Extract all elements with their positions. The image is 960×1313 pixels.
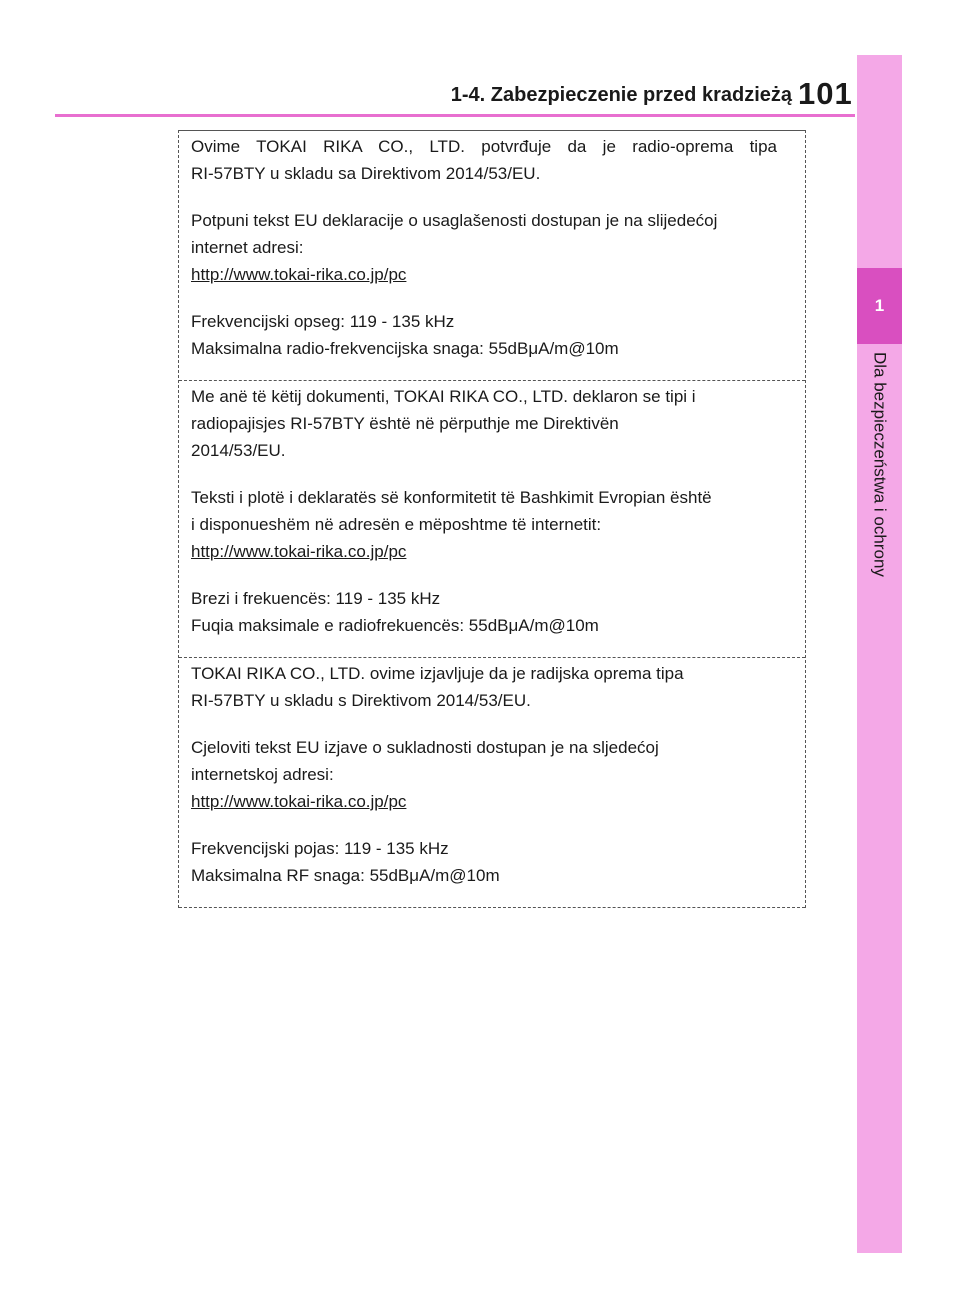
max-power: Fuqia maksimale e radiofrekuencës: 55dBμA/m@10m: [191, 616, 599, 635]
full-text-line: Teksti i plotë i deklaratës së konformitetit të Bashkimit Evropian është: [191, 488, 712, 507]
frequency-range: Brezi i frekuencës: 119 - 135 kHz: [191, 589, 441, 608]
declarations-box: [178, 130, 806, 908]
full-text-line: Potpuni tekst EU deklaracije o usaglašenosti dostupan je na slijedećoj: [191, 211, 718, 230]
chapter-number-badge: 1: [857, 268, 902, 344]
declaration-line: Ovime TOKAI RIKA CO., LTD. potvrđuje da je radio-oprema tipa: [191, 137, 777, 156]
chapter-label-text: Dla bezpieczeństwa i ochrony: [870, 352, 890, 577]
max-power: Maksimalna RF snaga: 55dBμA/m@10m: [191, 866, 500, 885]
section-title: 1-4. Zabezpieczenie przed kradzieżą: [450, 84, 792, 106]
frequency-range: Frekvencijski pojas: 119 - 135 kHz: [191, 839, 449, 858]
declaration-url-link[interactable]: http://www.tokai-rika.co.jp/pc: [191, 265, 407, 284]
page-number: 101: [798, 76, 853, 111]
full-text-line: i disponueshëm në adresën e mëposhtme të internetit:: [191, 515, 602, 534]
chapter-side-tab: [857, 55, 902, 1253]
max-power: Maksimalna radio-frekvencijska snaga: 55dBμA/m@10m: [191, 339, 619, 358]
declaration-line: Me anë të këtij dokumenti, TOKAI RIKA CO., LTD. deklaron se tipi i: [191, 387, 696, 406]
full-text-line: internet adresi:: [191, 238, 304, 257]
declaration-section-bosnian: [179, 130, 805, 380]
full-text-line: internetskoj adresi:: [191, 765, 334, 784]
declaration-url-link[interactable]: http://www.tokai-rika.co.jp/pc: [191, 792, 407, 811]
full-text-line: Cjeloviti tekst EU izjave o sukladnosti dostupan je na sljedećoj: [191, 738, 659, 757]
frequency-range: Frekvencijski opseg: 119 - 135 kHz: [191, 312, 455, 331]
declaration-line: TOKAI RIKA CO., LTD. ovime izjavljuje da je radijska oprema tipa: [191, 664, 684, 683]
declaration-section-croatian: [179, 657, 805, 908]
declaration-url-link[interactable]: http://www.tokai-rika.co.jp/pc: [191, 542, 407, 561]
header-rule: [55, 114, 855, 117]
declaration-line: RI-57BTY u skladu sa Direktivom 2014/53/EU.: [191, 164, 541, 183]
declaration-line: radiopajisjes RI-57BTY është në përputhje me Direktivën: [191, 414, 619, 433]
declaration-line: 2014/53/EU.: [191, 441, 286, 460]
declaration-line: RI-57BTY u skladu s Direktivom 2014/53/EU.: [191, 691, 531, 710]
chapter-label: [857, 352, 902, 602]
declaration-section-albanian: [179, 380, 805, 657]
